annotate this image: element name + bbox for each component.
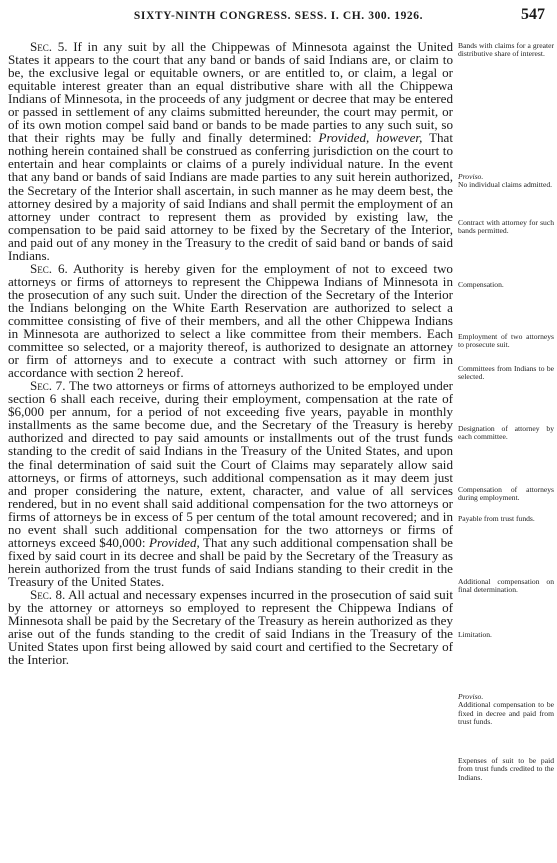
margin-note	[458, 173, 554, 190]
margin-note-text: Bands with claims for a greater distributive share of interest.	[458, 41, 554, 59]
proviso-phrase: Provided, however,	[318, 130, 423, 146]
margin-note-text: Compensation.	[458, 280, 504, 289]
margin-note-text: Expenses of suit to be paid from trust funds credited to the Indians.	[458, 756, 554, 782]
section-text: The two attorneys or firms of attorneys authorized to be employed under section 6 shall each receive, during their employment, compensation at the rate of $6,000 per annum, for a period of not exceeding five years, payable in monthly installments as the same become due, and the Secretary of the Treasury is hereby authorized and directed to pay said amounts or installments out of the trust funds standing to the credit of said Indians in the Treasury of the United States, and upon the final determination of said suit the Court of Claims may separately allow said attorneys, or firms of attorneys, such additional compensation as it may deem just and proper considering the nature, extent, character, and value of all services rendered, but in no event shall said additional compensation for the two attorneys or firms of attorneys be in excess of 5 per centum of the total amount recovered; and in no event shall such additional compensation for the two attorneys or firms of attorneys exceed $40,000:	[8, 378, 453, 550]
margin-note-text: No individual claims admitted.	[458, 180, 553, 190]
margin-note	[458, 333, 554, 350]
margin-note	[458, 425, 554, 442]
section-label: Sec. 8.	[30, 586, 66, 602]
page-header	[0, 6, 557, 30]
margin-note	[458, 693, 554, 727]
section-label: Sec. 7.	[30, 378, 66, 394]
margin-note-text: Committees from Indians to be selected.	[458, 364, 554, 382]
section-text: If in any suit by all the Chippewas of Minnesota against the United States it appears to the court that any band or bands of said Indians are, or claim to be, the exclusive legal or equitable owners, or are entitled to, or claim, a legal or equitable interest greater than an equal distributive share with all the Chippewa Indians of Minnesota, in the proceeds of any judgment or decree that may be entered or passed in settlement of any claims submitted hereunder, the court may permit, or of its own motion compel said band or bands to be made parties to any such suit, so that their rights may be fully and finally determined:	[8, 39, 453, 146]
statute-text	[8, 40, 453, 666]
section-5	[8, 40, 453, 262]
margin-note-proviso: Proviso.	[458, 172, 484, 181]
margin-note	[458, 486, 554, 503]
margin-note	[458, 631, 554, 639]
margin-note-text: Contract with attorney for such bands permitted.	[458, 218, 554, 236]
margin-note-text: Limitation.	[458, 630, 492, 639]
section-text: All actual and necessary expenses incurred in the prosecution of said suit by the attorney or attorneys so employed to represent the Chippewa Indians of Minnesota shall be paid by the Secretary of the Treasury as herein authorized as they arise out of the funds standing to the credit of said Indians in the Treasury of the United States upon first being allowed by said court and certified to the Secretary of the Interior.	[8, 586, 454, 668]
section-8	[8, 588, 453, 666]
section-text: Authority is hereby given for the employment of not to exceed two attorneys or firms of attorneys to represent the Chippewa Indians of Minnesota in the prosecution of any such suit. Under the direction of the Secretary of the Interior the Indians belonging on the White Earth Reservation are authorized to select a committee consisting of five of their members, and all the other Chippewa Indians in Minnesota are authorized to select a like committee from their members. Each committee so selected, or a majority thereof, is authorized to designate an attorney or firm of attorneys and to execute a contract with such attorney or firm in accordance with section 2 hereof.	[8, 260, 453, 381]
page-number: 547	[521, 6, 545, 23]
margin-note-text: Additional compensation on final determination.	[458, 577, 554, 595]
proviso-phrase: Provided,	[148, 534, 200, 550]
margin-note-text: Employment of two attorneys to prosecute suit.	[458, 332, 554, 350]
margin-note	[458, 515, 554, 523]
running-head: SIXTY-NINTH CONGRESS. SESS. I. CH. 300. 1926.	[133, 10, 424, 22]
section-6	[8, 262, 453, 379]
margin-note	[458, 578, 554, 595]
section-7	[8, 379, 453, 588]
margin-note-proviso: Proviso.	[458, 692, 484, 701]
margin-note-text: Additional compensation to be fixed in decree and paid from trust funds.	[458, 700, 554, 727]
margin-note	[458, 365, 554, 382]
margin-note	[458, 219, 554, 236]
section-label: Sec. 5.	[30, 39, 68, 54]
section-label: Sec. 6.	[30, 260, 68, 276]
margin-note-text: Designation of attorney by each committee.	[458, 424, 554, 442]
margin-note-text: Compensation of attorneys during employment.	[458, 485, 554, 503]
margin-note	[458, 42, 554, 59]
section-text-continued: That nothing herein contained shall be construed as conferring jurisdiction on the court to entertain and hear complaints or claims of a purely individual nature. In the event that any band or bands of said Indians are made parties to any suit herein authorized, the Secretary of the Interior shall ascertain, in such manner as he may deem best, the attorney desired by a majority of said Indians and shall permit the employment of an attorney under contract to represent them as provided by existing law, the compensation to be paid said attorney to be fixed by the Secretary of the Interior, and paid out of any money in the Treasury to the credit of said band or bands of said Indians.	[8, 130, 453, 263]
margin-note	[458, 757, 554, 782]
margin-note	[458, 281, 554, 289]
section-text-continued: That any such additional compensation shall be fixed by said court in its decree and shall be paid by the Secretary of the Treasury as herein authorized from the trust funds of said Indians standing to their credit in the Treasury of the United States.	[8, 534, 453, 589]
margin-note-text: Payable from trust funds.	[458, 514, 535, 523]
